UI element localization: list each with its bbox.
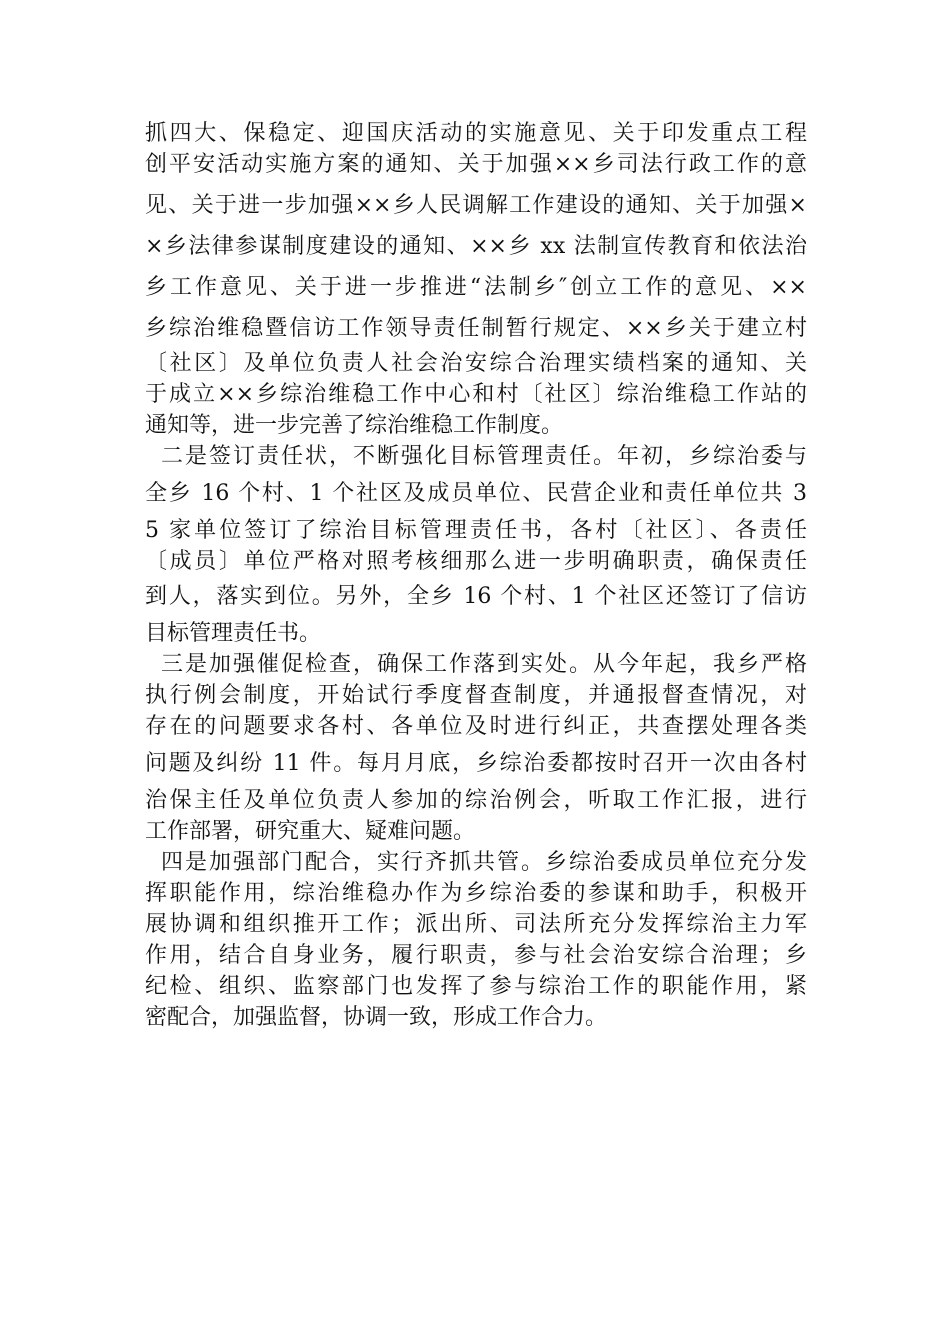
- text-line: 工作部署，研究重大、疑难问题。: [145, 819, 476, 844]
- text-line: 治保主任及单位负责人参加的综治例会，听取工作汇报，进行: [145, 788, 807, 813]
- text-line: 通知等，进一步完善了综治维稳工作制度。: [145, 413, 564, 438]
- text-line: ×乡法律参谋制度建设的通知、××乡 xx 法制宣传教育和依法治: [145, 234, 807, 259]
- text-line: 二是签订责任状，不断强化目标管理责任。年初，乡综治委与: [161, 444, 807, 469]
- text-line: 〔社区〕及单位负责人社会治安综合治理实绩档案的通知、关: [145, 351, 807, 376]
- text-line: 四是加强部门配合，实行齐抓共管。乡综治委成员单位充分发: [161, 850, 807, 875]
- text-line: 见、关于进一步加强××乡人民调解工作建设的通知、关于加强×: [145, 193, 807, 218]
- text-line: 全乡 16 个村、1 个社区及成员单位、民营企业和责任单位共 3: [145, 481, 807, 506]
- text-line: 到人，落实到位。另外，全乡 16 个村、1 个社区还签订了信访: [145, 584, 807, 609]
- text-line: 执行例会制度，开始试行季度督查制度，并通报督查情况，对: [145, 683, 807, 708]
- text-line: 5 家单位签订了综治目标管理责任书，各村〔社区〕、各责任: [145, 518, 807, 543]
- text-line: 纪检、组织、监察部门也发挥了参与综治工作的职能作用，紧: [145, 974, 807, 999]
- text-line: 目标管理责任书。: [145, 621, 322, 646]
- text-line: 抓四大、保稳定、迎国庆活动的实施意见、关于印发重点工程: [145, 121, 807, 146]
- text-line: 存在的问题要求各村、各单位及时进行纠正，共查摆处理各类: [145, 714, 807, 739]
- document-body: [145, 118, 807, 1033]
- text-line: 挥职能作用，综治维稳办作为乡综治委的参谋和助手，积极开: [145, 881, 807, 906]
- text-line: 〔成员〕单位严格对照考核细那么进一步明确职责，确保责任: [145, 549, 807, 574]
- text-line: 创平安活动实施方案的通知、关于加强××乡司法行政工作的意: [145, 152, 807, 177]
- text-line: 于成立××乡综治维稳工作中心和村〔社区〕综治维稳工作站的: [145, 382, 807, 407]
- text-line: 三是加强催促检查，确保工作落到实处。从今年起，我乡严格: [161, 652, 807, 677]
- text-line: 乡综治维稳暨信访工作领导责任制暂行规定、××乡关于建立村: [145, 316, 807, 341]
- text-line: 作用，结合自身业务，履行职责，参与社会治安综合治理；乡: [145, 943, 807, 968]
- text-line: 展协调和组织推开工作；派出所、司法所充分发挥综治主力军: [145, 912, 807, 937]
- text-line: 问题及纠纷 11 件。每月月底，乡综治委都按时召开一次由各村: [145, 751, 807, 776]
- text-line: 密配合，加强监督，协调一致，形成工作合力。: [145, 1005, 608, 1030]
- text-line: 乡工作意见、关于进一步推进“法制乡″创立工作的意见、××: [145, 275, 807, 300]
